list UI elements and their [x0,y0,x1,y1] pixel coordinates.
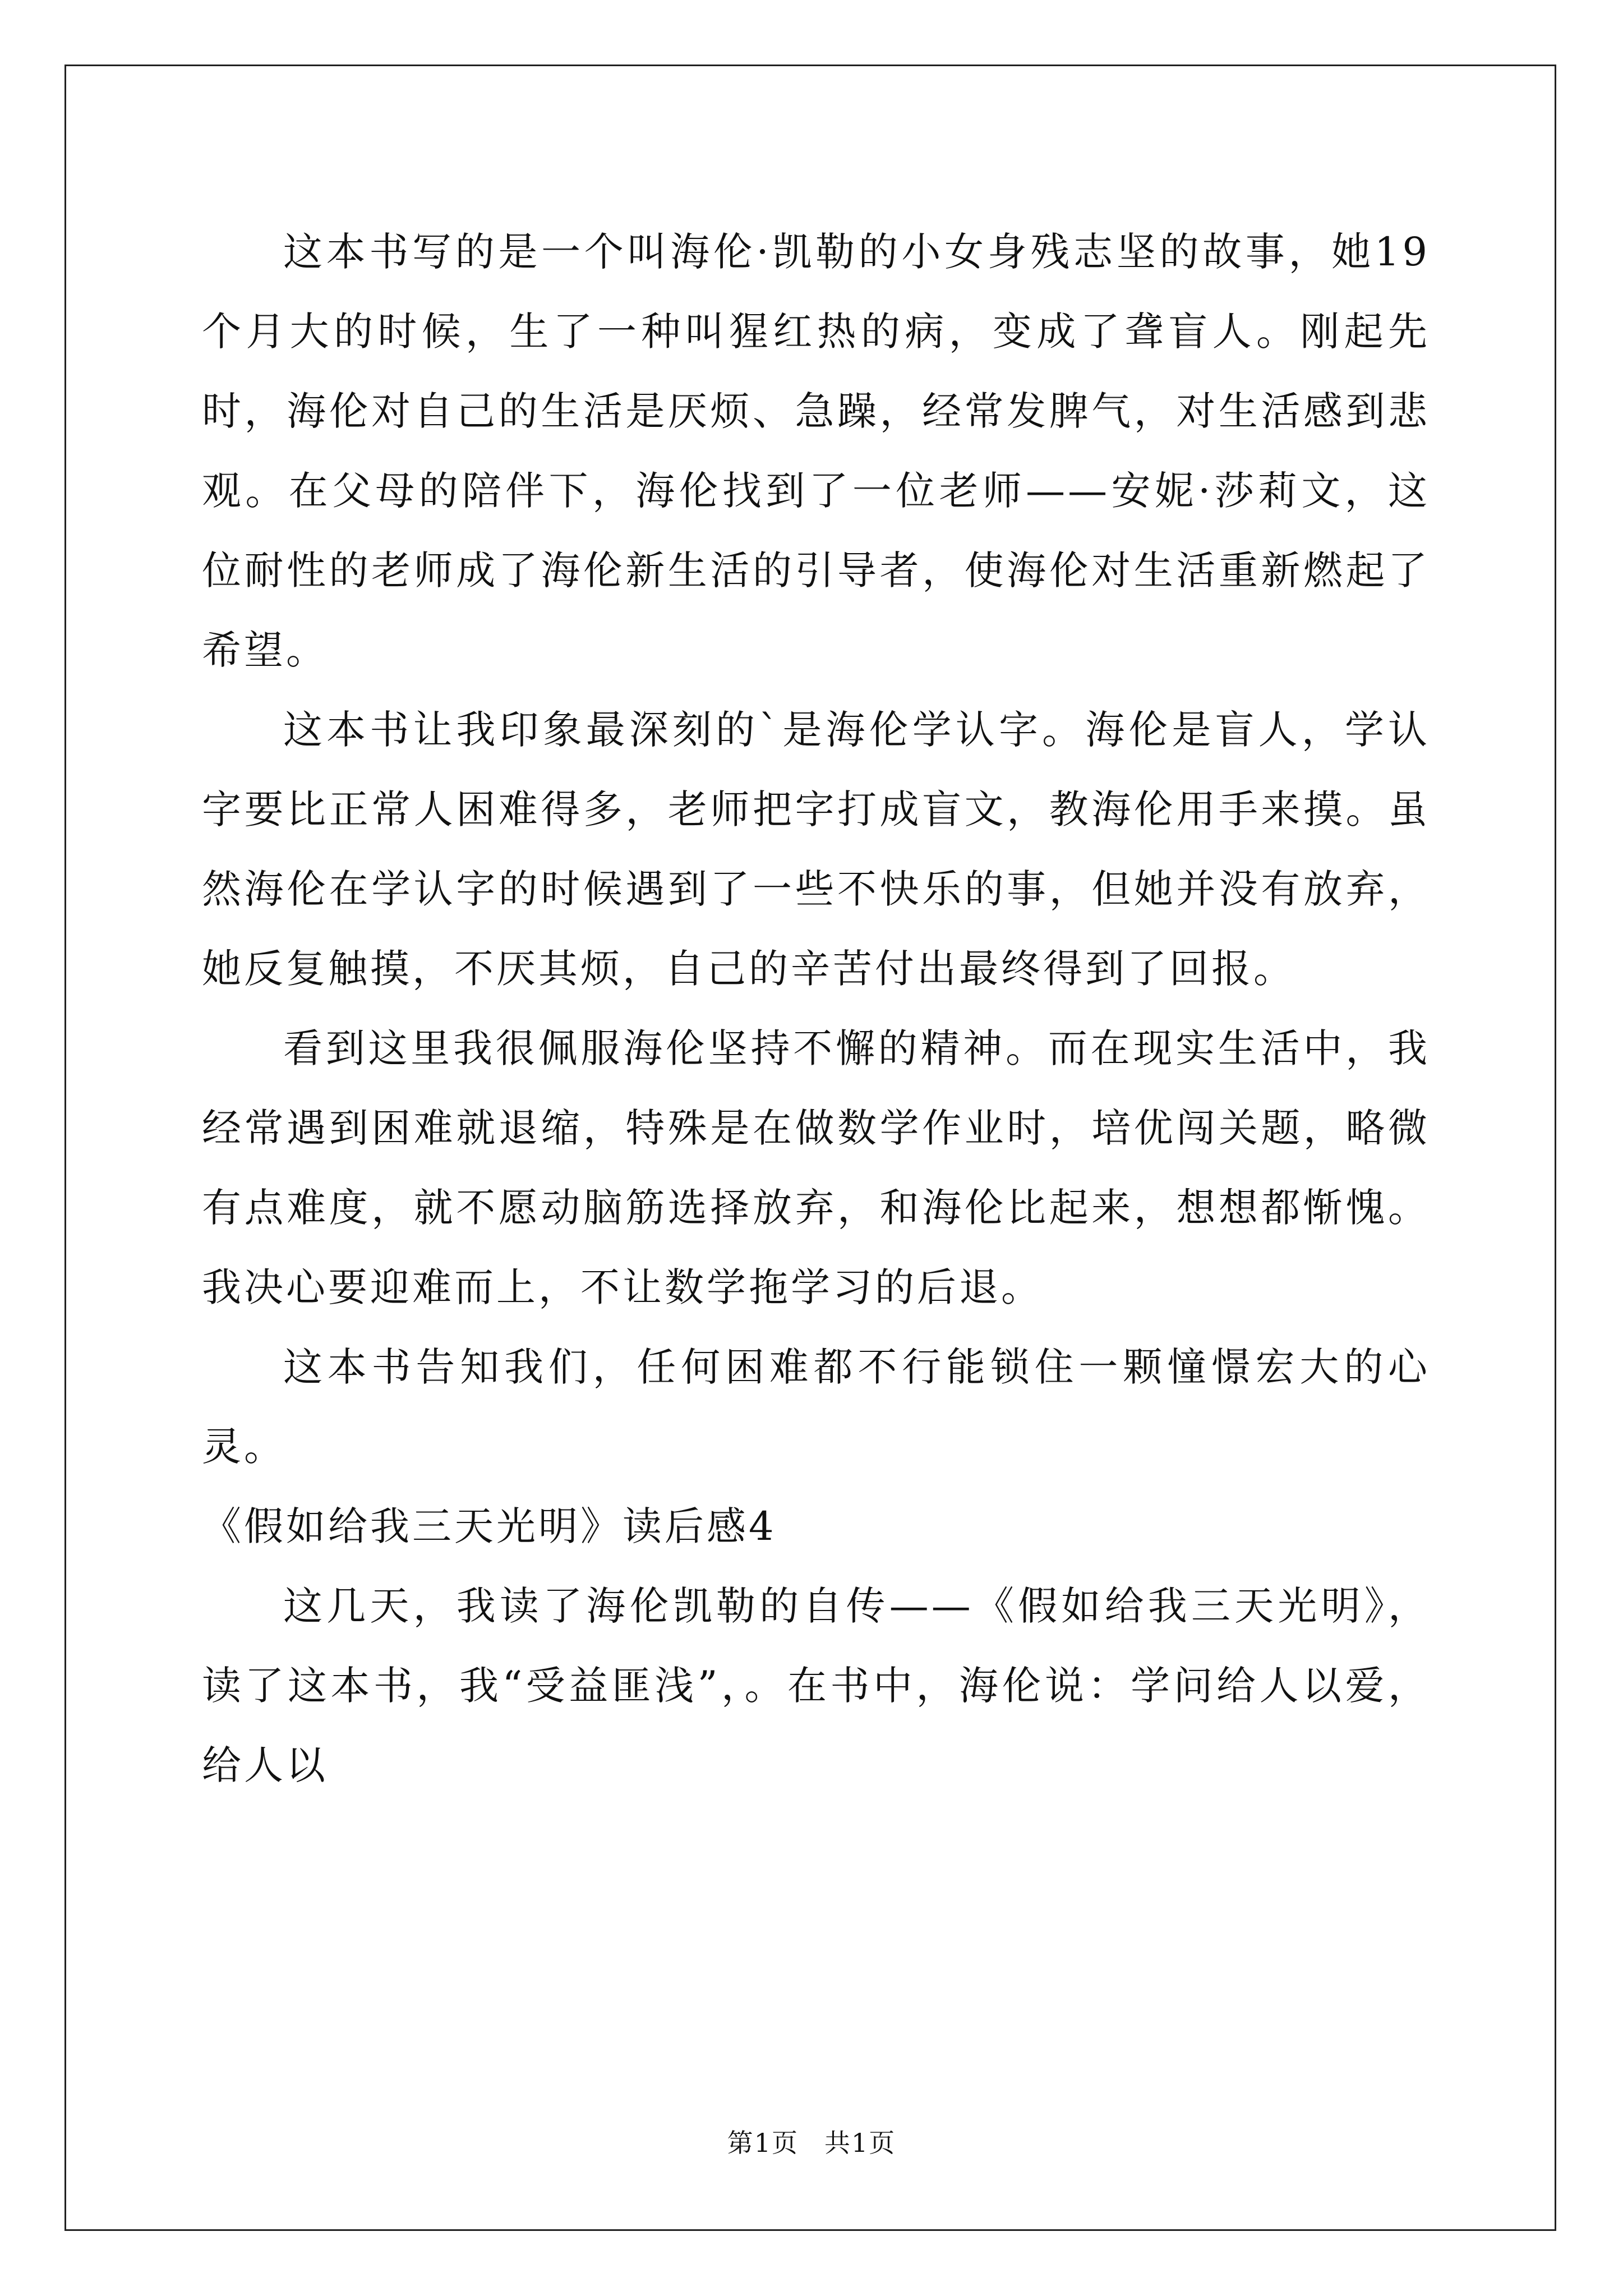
paragraph-conclusion: 这本书告知我们，任何困难都不行能锁住一颗憧憬宏大的心灵。 [202,1344,1430,1470]
paragraph-reflection: 看到这里我很佩服海伦坚持不懈的精神。而在现实生活中，我经常遇到困难就退缩，特殊是在做数学作业时，培优闯关题，略微有点难度，就不愿动脑筋选择放弃，和海伦比起来，想想都惭愧。我决心要迎难而上，不让数学拖学习的后退。 [202,1025,1430,1310]
paragraph-new-essay: 这几天，我读了海伦凯勒的自传——《假如给我三天光明》，读了这本书，我“受益匪浅”，。在书中，海伦说：学问给人以爱，给人以 [202,1583,1430,1788]
document-body [202,212,1430,1805]
paragraph-learning-words: 这本书让我印象最深刻的`是海伦学认字。海伦是盲人，学认字要比正常人困难得多，老师把字打成盲文，教海伦用手来摸。虽然海伦在学认字的时候遇到了一些不快乐的事，但她并没有放弃，她反复触摸，不厌其烦，自己的辛苦付出最终得到了回报。 [202,707,1430,992]
paragraph-story-summary: 这本书写的是一个叫海伦·凯勒的小女身残志坚的故事，她19个月大的时候，生了一种叫猩红热的病，变成了聋盲人。刚起先时，海伦对自己的生活是厌烦、急躁，经常发脾气，对生活感到悲观。在父母的陪伴下，海伦找到了一位老师——安妮·莎莉文，这位耐性的老师成了海伦新生活的引导者，使海伦对生活重新燃起了希望。 [202,229,1430,673]
section-heading: 《假如给我三天光明》读后感4 [202,1503,777,1549]
page-total: 共1页 [824,2128,896,2158]
page-footer [0,2126,1623,2160]
page-number: 第1页 [727,2128,799,2158]
